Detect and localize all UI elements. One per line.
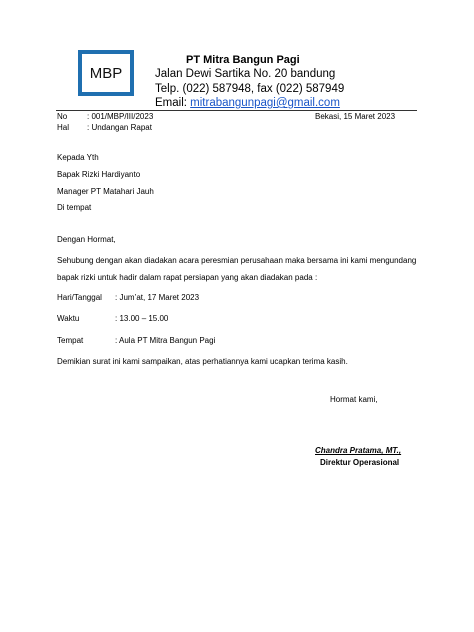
paragraph-line2: bapak rizki untuk hadir dalam rapat persiapan yang akan diadakan pada : [57,273,318,282]
recipient-line3: Manager PT Matahari Jauh [57,187,154,196]
detail-label-date: Hari/Tanggal [57,293,102,302]
closing-paragraph: Demikian surat ini kami sampaikan, atas perhatiannya kami ucapkan terima kasih. [57,357,348,366]
signatory-name: Chandra Pratama, MT., [315,446,402,455]
recipient-line2: Bapak Rizki Hardiyanto [57,170,141,179]
signatory-position: Direktur Operasional [320,458,400,467]
company-telephone: Telp. (022) 587948, fax (022) 587949 [155,83,345,95]
paragraph-line1: Sehubung dengan akan diadakan acara peresmian perusahaan maka bersama ini kami mengundang [57,256,417,265]
email-label: Email: [155,97,187,109]
logo-text: MBP [82,54,130,92]
regards: Hormat kami, [330,395,378,404]
header-divider [56,110,417,111]
recipient-line1: Kepada Yth [57,153,99,162]
detail-value-date: : Jum’at, 17 Maret 2023 [115,293,200,302]
detail-value-place: : Aula PT Mitra Bangun Pagi [115,336,216,345]
recipient-line4: Di tempat [57,203,92,212]
detail-value-time: : 13.00 – 15.00 [115,314,169,323]
email-link[interactable]: mitrabangunpagi@gmail.com [190,97,340,109]
detail-label-time: Waktu [57,314,80,323]
place-date: Bekasi, 15 Maret 2023 [315,112,396,121]
hal-value: : Undangan Rapat [87,123,152,132]
salutation: Dengan Hormat, [57,235,116,244]
company-email-line [155,97,340,109]
company-name: PT Mitra Bangun Pagi [186,54,300,66]
hal-label: Hal [57,123,70,132]
detail-label-place: Tempat [57,336,84,345]
no-label: No [57,112,68,121]
company-address: Jalan Dewi Sartika No. 20 bandung [155,68,336,80]
company-logo [78,50,134,96]
no-value: : 001/MBP/III/2023 [87,112,154,121]
